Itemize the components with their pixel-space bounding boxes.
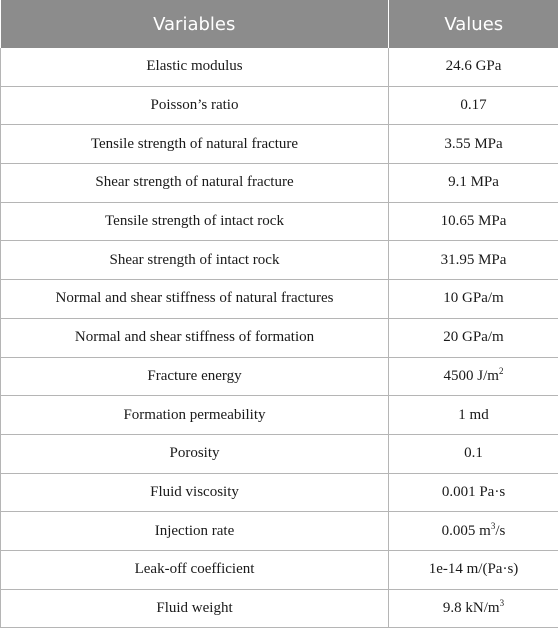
value-text: 1 md xyxy=(458,407,488,423)
value-text: 0.17 xyxy=(460,97,486,113)
table-row xyxy=(1,86,558,125)
value-text: 0.1 xyxy=(464,445,483,461)
value-cell xyxy=(389,86,558,125)
value-cell xyxy=(389,318,558,357)
value-text: 20 GPa/m xyxy=(443,329,503,345)
value-cell xyxy=(389,48,558,86)
value-superscript: 3 xyxy=(500,598,505,608)
table-row xyxy=(1,48,558,86)
variable-cell: Formation permeability xyxy=(1,396,389,435)
header-variables: Variables xyxy=(1,0,389,48)
value-cell xyxy=(389,473,558,512)
value-cell xyxy=(389,164,558,203)
value-cell xyxy=(389,241,558,280)
variable-cell: Fracture energy xyxy=(1,357,389,396)
value-cell xyxy=(389,280,558,319)
table-row xyxy=(1,357,558,396)
table-row xyxy=(1,202,558,241)
variable-cell: Shear strength of natural fracture xyxy=(1,164,389,203)
value-text: 1e-14 m/(Pa·s) xyxy=(429,561,519,577)
value-suffix: /s xyxy=(495,523,505,539)
value-cell xyxy=(389,396,558,435)
variable-cell: Fluid weight xyxy=(1,589,389,628)
value-text: 0.001 Pa·s xyxy=(442,484,505,500)
value-cell xyxy=(389,589,558,628)
variable-cell: Normal and shear stiffness of formation xyxy=(1,318,389,357)
value-superscript: 3 xyxy=(491,521,496,531)
variable-cell: Poisson’s ratio xyxy=(1,86,389,125)
table-row xyxy=(1,318,558,357)
variable-cell: Leak-off coefficient xyxy=(1,550,389,589)
table-row xyxy=(1,280,558,319)
value-cell xyxy=(389,512,558,551)
table-row xyxy=(1,434,558,473)
variable-cell: Injection rate xyxy=(1,512,389,551)
variable-cell: Fluid viscosity xyxy=(1,473,389,512)
variable-cell: Normal and shear stiffness of natural fractures xyxy=(1,280,389,319)
value-cell xyxy=(389,550,558,589)
table-row xyxy=(1,125,558,164)
value-cell xyxy=(389,202,558,241)
table-row xyxy=(1,550,558,589)
table-body xyxy=(1,48,558,628)
value-text: 3.55 MPa xyxy=(444,136,502,152)
table-row xyxy=(1,164,558,203)
value-text: 4500 J/m xyxy=(444,368,499,384)
variable-cell: Porosity xyxy=(1,434,389,473)
table-row xyxy=(1,589,558,628)
value-text: 24.6 GPa xyxy=(446,58,502,74)
value-cell xyxy=(389,357,558,396)
header-values: Values xyxy=(389,0,558,48)
variable-cell: Tensile strength of intact rock xyxy=(1,202,389,241)
table-header xyxy=(1,0,558,48)
value-cell xyxy=(389,125,558,164)
value-text: 9.8 kN/m xyxy=(443,600,500,616)
value-text: 31.95 MPa xyxy=(441,252,507,268)
value-text: 9.1 MPa xyxy=(448,174,499,190)
table-row xyxy=(1,473,558,512)
value-text: 10.65 MPa xyxy=(441,213,507,229)
value-text: 10 GPa/m xyxy=(443,290,503,306)
value-superscript: 2 xyxy=(499,366,504,376)
table-row xyxy=(1,396,558,435)
variable-cell: Shear strength of intact rock xyxy=(1,241,389,280)
variable-cell: Tensile strength of natural fracture xyxy=(1,125,389,164)
value-cell xyxy=(389,434,558,473)
table-row xyxy=(1,241,558,280)
variable-cell: Elastic modulus xyxy=(1,48,389,86)
header-row xyxy=(1,0,558,48)
value-text: 0.005 m xyxy=(442,523,491,539)
table-row xyxy=(1,512,558,551)
